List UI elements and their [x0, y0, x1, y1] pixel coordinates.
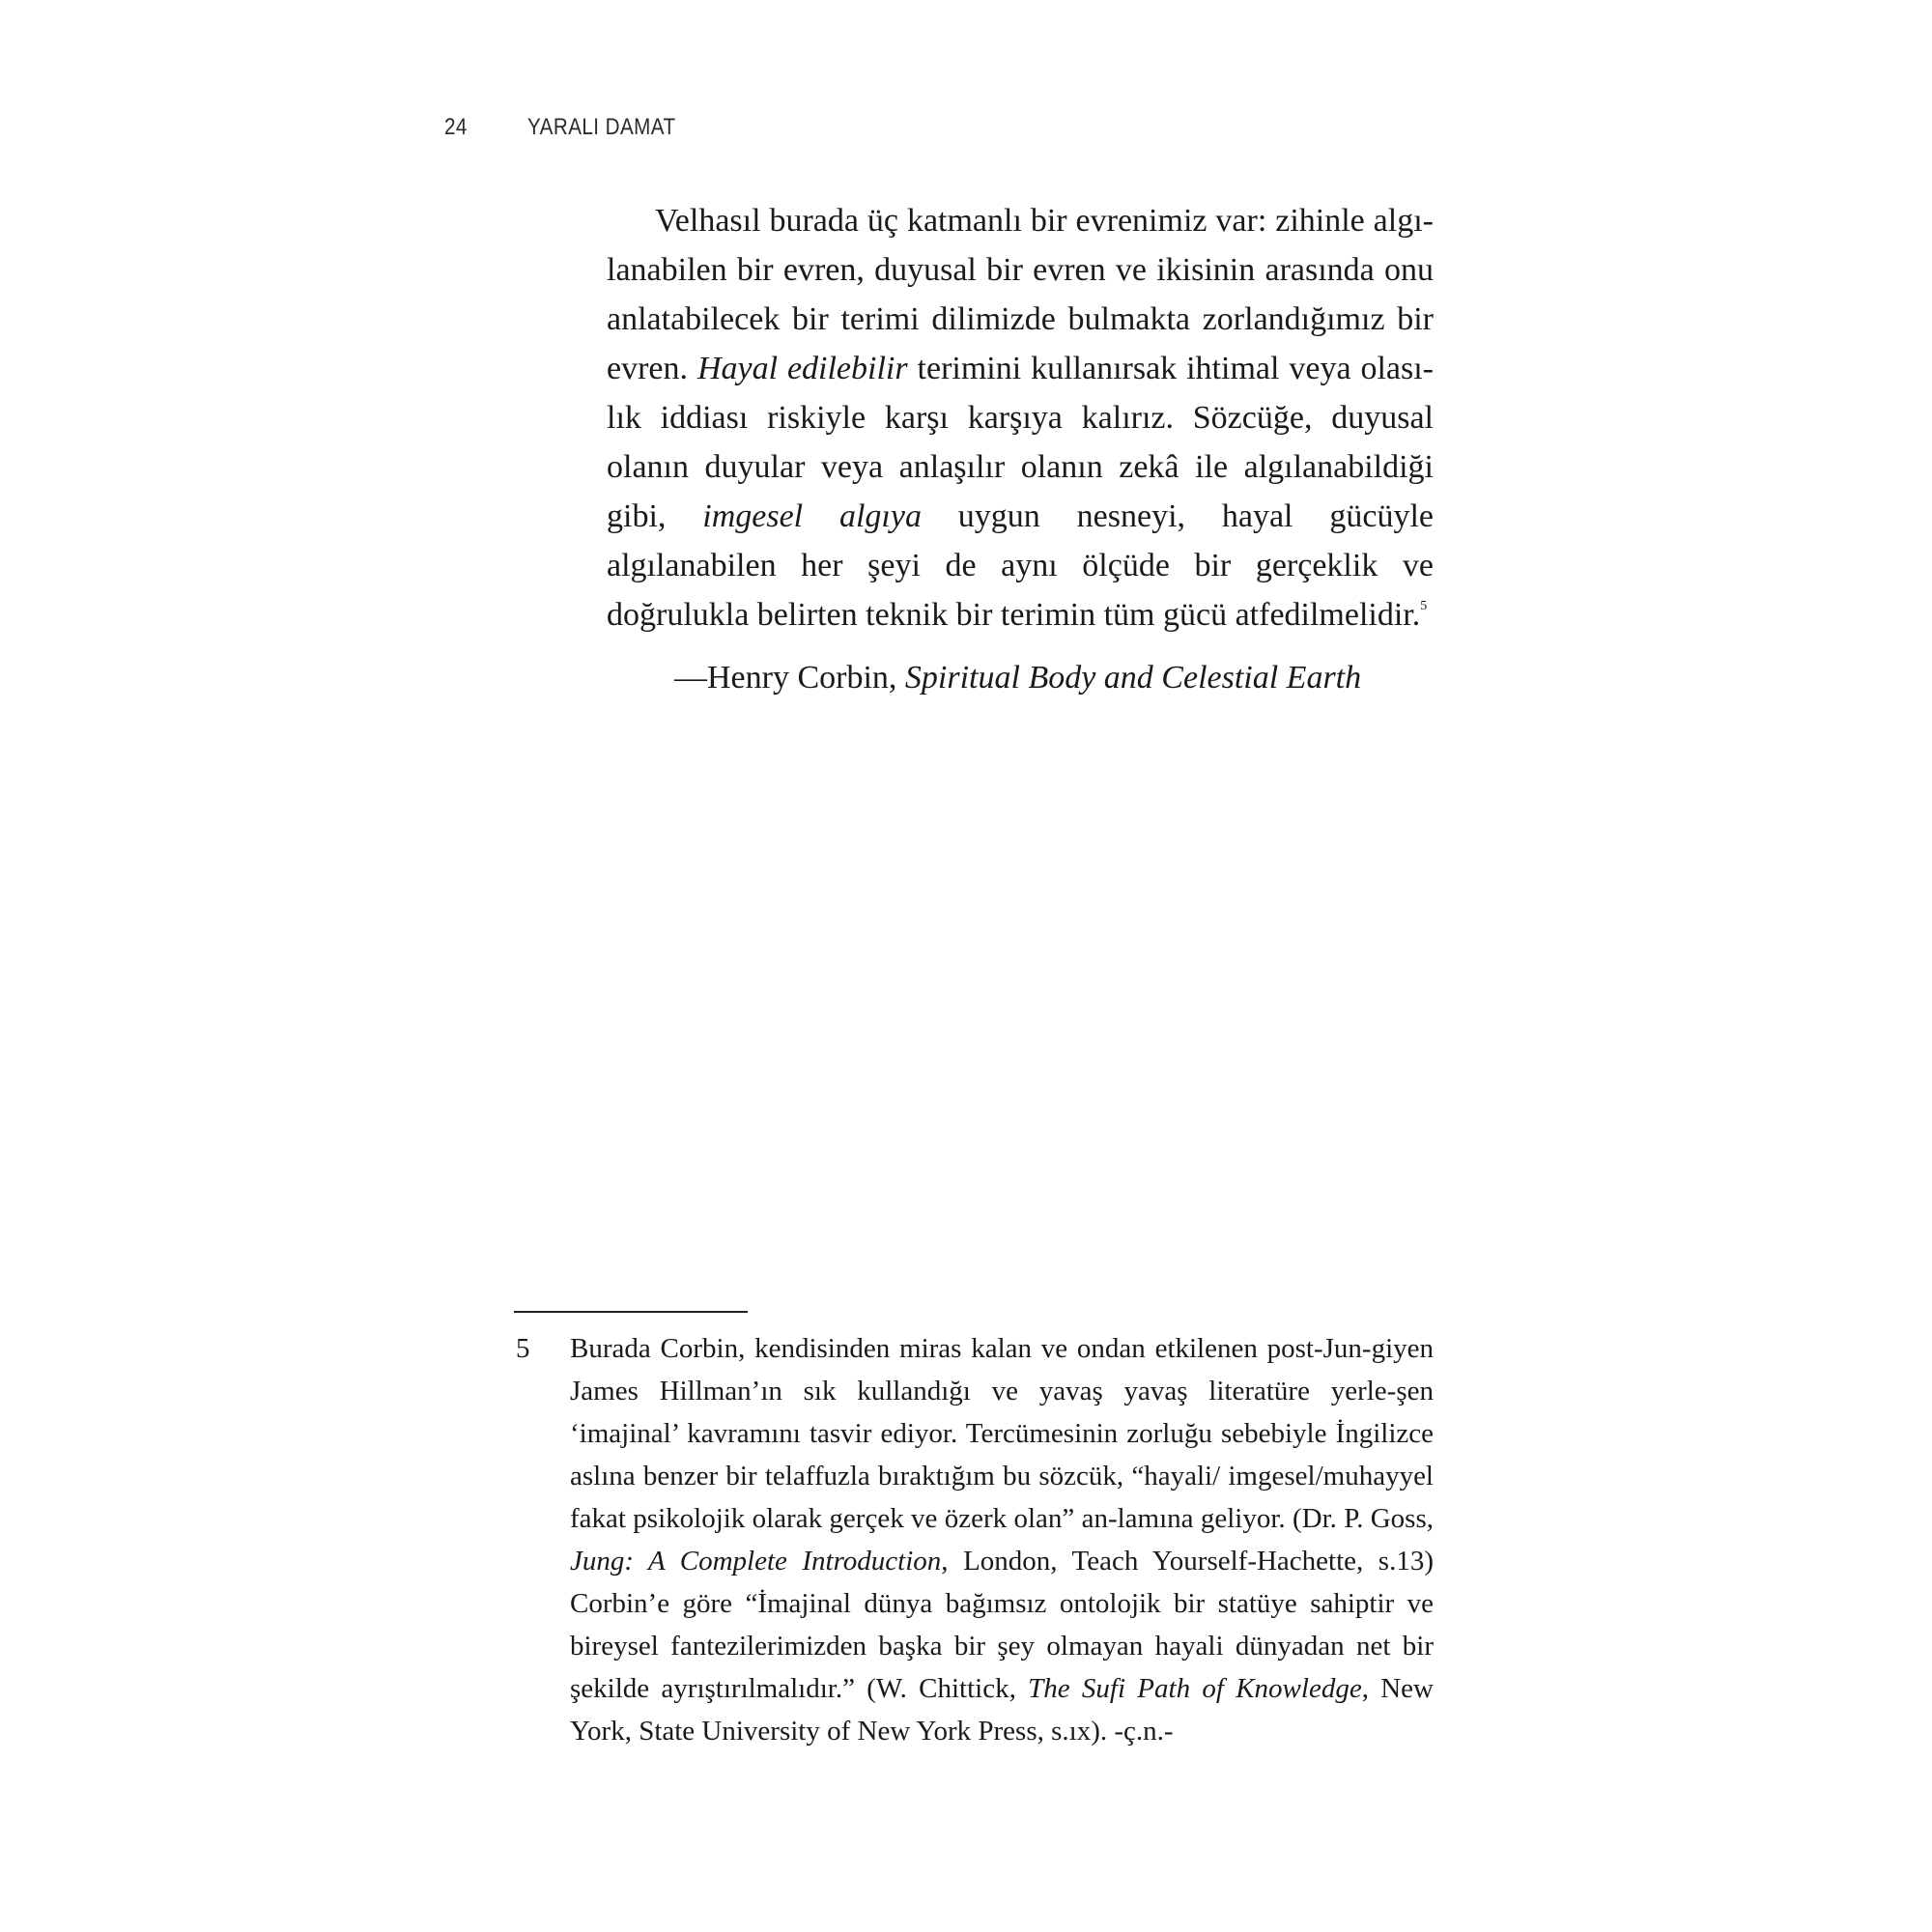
epigraph-italic-term: imgesel algıya	[702, 498, 922, 534]
footnote-text: Burada Corbin, kendisinden miras kalan ve ondan etkilenen post-Jun-giyen James Hillman’ın sık kullandığı ve yavaş yavaş literatüre yerle-şen ‘imajinal’ kavramını tasvir ediyor. Tercümesinin zorluğu sebebiyle İngilizce aslına benzer bir telaffuzla bıraktığım bu sözcük, “hayali/ imgesel/muhayyel fakat psikolojik olarak gerçek ve özerk olan” an-lamına geliyor. (Dr. P. Goss,	[570, 1333, 1434, 1534]
epigraph-attribution	[674, 656, 1361, 700]
footnote-text: , New York, State University of New York Press, s.ıx). -ç.n.-	[570, 1673, 1434, 1747]
footnote	[514, 1327, 1434, 1752]
epigraph-text: uygun nesneyi, hayal gücüyle algılanabilen her şeyi de aynı ölçüde bir gerçeklik ve doğrulukla belirten teknik bir terimin tüm gücü atfedilmelidir.	[607, 498, 1434, 633]
footnote-number: 5	[516, 1333, 530, 1364]
page-number: 24	[444, 114, 468, 140]
running-title: YARALI DAMAT	[527, 114, 676, 140]
footnote-text: , London, Teach Yourself-Hachette, s.13) Corbin’e göre “İmajinal dünya bağımsız ontolojik bir statüye sahiptir ve bireysel fantezilerimizden başka bir şey olmayan hayali dünyadan net bir şekilde ayrıştırılmalıdır.” (W. Chittick,	[570, 1546, 1434, 1704]
footnote-book-title: Jung: A Complete Introduction	[570, 1546, 942, 1577]
epigraph-italic-term: Hayal edilebilir	[696, 351, 908, 386]
footnote-body	[570, 1327, 1434, 1752]
epigraph-paragraph	[607, 196, 1434, 639]
attribution-work-title: Spiritual Body and Celestial Earth	[904, 660, 1362, 696]
footnote-divider	[514, 1311, 748, 1313]
footnote-reference[interactable]: 5	[1420, 599, 1428, 613]
epigraph-text: Velhasıl burada üç katmanlı bir evrenimiz var: zihinle algı-lanabilen bir evren, duyusal bir evren ve ikisinin arasında onu anlatabilecek bir terimi dilimizde bulmakta zorlandığımız bir evren.	[607, 203, 1434, 386]
epigraph-text: terimini kullanırsak ihtimal veya olası-lık iddiası riskiyle karşı karşıya kalırız. Sözcüğe, duyusal olanın duyular veya anlaşılır olanın zekâ ile algılanabildiği gibi,	[607, 351, 1434, 534]
attribution-author: —Henry Corbin,	[674, 660, 905, 696]
epigraph-quote	[607, 196, 1434, 639]
footnote-book-title: The Sufi Path of Knowledge	[1028, 1673, 1362, 1704]
